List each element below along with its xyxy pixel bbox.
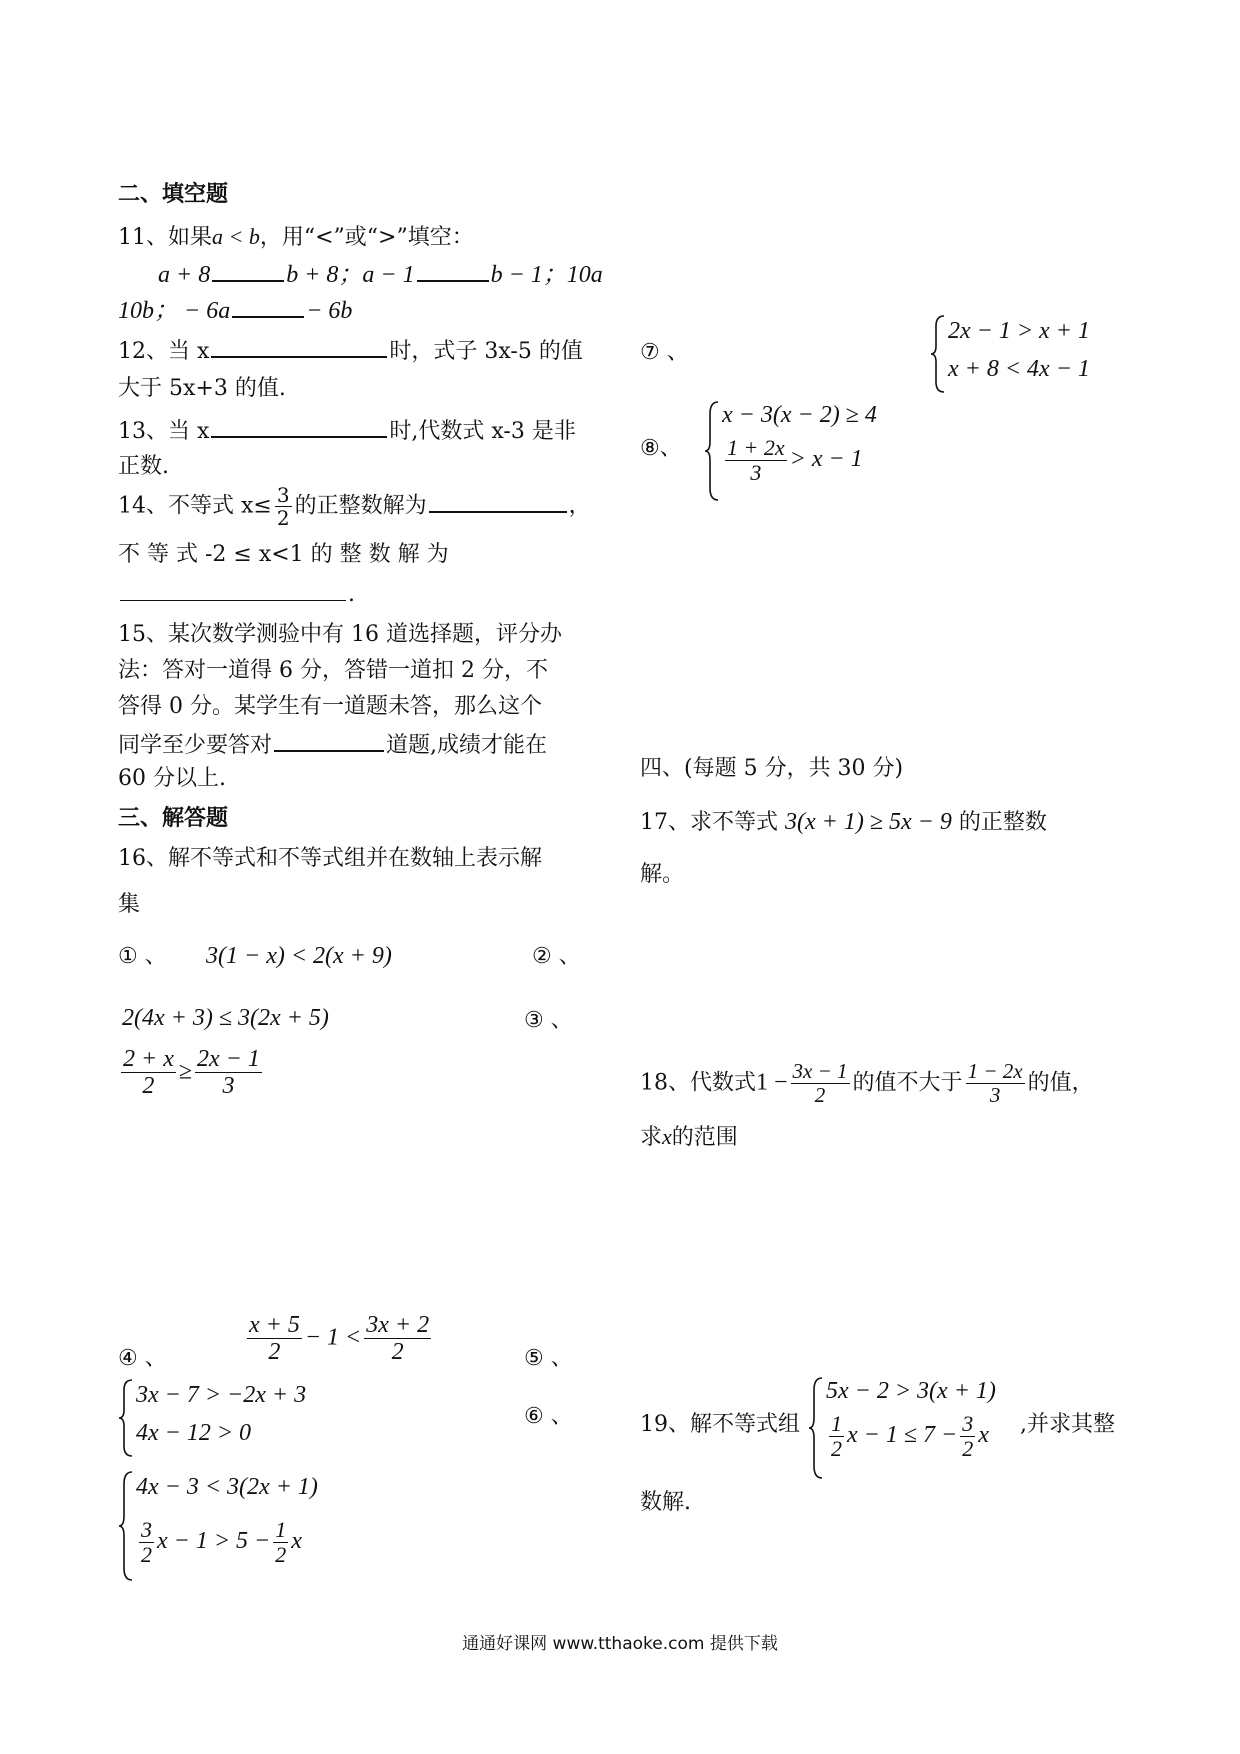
q19-line2: 数解. <box>640 1490 691 1515</box>
q16-item4-num2: 3x + 2 <box>366 1312 430 1338</box>
left-brace-icon <box>930 314 946 394</box>
q12-prefix: 12、当 x <box>118 339 210 364</box>
q14-line2: 不 等 式 -2 ≤ x<1 的 整 数 解 为 <box>118 542 449 567</box>
q16-item3-expr <box>118 1046 265 1100</box>
q16-item6-f1d: 2 <box>141 1542 152 1568</box>
q16-item2-expr: 2(4x + 3) ≤ 3(2x + 5) <box>122 1005 329 1031</box>
q16-item4-expr <box>244 1312 434 1366</box>
q18-text: 的值不大于 <box>852 1070 963 1096</box>
q16-item1-label: ① 、 <box>118 944 167 969</box>
q16-item8-frac <box>725 436 787 485</box>
q17-line2: 解。 <box>640 862 685 887</box>
q19-f2d: 2 <box>962 1436 974 1462</box>
q11-instruction: ，用“<”或“>”填空： <box>259 225 474 250</box>
q19-system <box>808 1376 1018 1480</box>
q16-item7-label: ⑦ 、 <box>640 340 689 365</box>
q19-f2n: 3 <box>962 1411 974 1436</box>
q18-text2: 的值， <box>1027 1070 1094 1096</box>
left-brace-icon <box>118 1378 134 1458</box>
q16-item6-system <box>118 1470 438 1582</box>
q11-blank-1[interactable] <box>212 260 284 282</box>
q18-line1 <box>640 1060 1094 1107</box>
q18-frac1 <box>791 1060 850 1107</box>
q15-line3: 答得 0 分。某学生有一道题未答，那么这个 <box>118 694 542 719</box>
q16-item8-num: 1 + 2x <box>727 435 785 460</box>
q13-line1 <box>118 416 576 445</box>
q11-expr-a8: a + 8 <box>158 262 211 288</box>
q11-expr-a1: a − 1 <box>362 262 415 288</box>
q14-frac-den: 2 <box>276 506 290 530</box>
q18-n2: 1 − 2x <box>967 1059 1023 1083</box>
q19-row1: 5x − 2 > 3(x + 1) <box>826 1378 996 1404</box>
q16-item1-expr: 3(1 − x) < 2(x + 9) <box>206 943 392 969</box>
q14-fraction <box>275 484 292 529</box>
q11-line2 <box>158 260 603 290</box>
q15-line1: 15、某次数学测验中有 16 道选择题，评分办 <box>118 622 562 647</box>
q16-line2: 集 <box>118 892 141 917</box>
q16-line1: 16、解不等式和不等式组并在数轴上表示解 <box>118 846 542 871</box>
q16-item4-mid: − 1 < <box>304 1324 362 1351</box>
q16-item2-label: ② 、 <box>532 944 581 969</box>
q16-item6-label: ⑥ 、 <box>524 1404 573 1429</box>
q16-item4-num1: x + 5 <box>249 1312 300 1338</box>
q19-row2-mid: x − 1 ≤ 7 − <box>847 1422 958 1449</box>
q18-line2 <box>640 1124 738 1151</box>
q17-line1 <box>640 808 1047 837</box>
q18-frac2 <box>966 1060 1025 1107</box>
q19-frac2 <box>960 1412 975 1461</box>
q16-item8-system <box>704 400 964 502</box>
q14-line3 <box>118 580 355 608</box>
q13-line2: 正数. <box>118 454 169 479</box>
q16-item6-f2d: 2 <box>275 1542 287 1568</box>
q11-line3 <box>118 296 352 326</box>
q16-item6-row2-mid: x − 1 > 5 − <box>157 1528 271 1555</box>
q14-period: . <box>348 582 355 607</box>
left-brace-icon <box>808 1376 824 1480</box>
footer: 通通好课网 www.tthaoke.com 提供下载 <box>462 1634 778 1654</box>
q14-blank-1[interactable] <box>429 491 567 513</box>
q11-expr-b8: b + 8； <box>286 262 363 288</box>
q16-item7-row1: 2x − 1 > x + 1 <box>948 318 1090 344</box>
q12-blank[interactable] <box>211 336 387 358</box>
q15-line4 <box>118 730 547 759</box>
q16-item8-row1: x − 3(x − 2) ≥ 4 <box>722 402 877 428</box>
q14-line1 <box>118 484 591 529</box>
q17-prefix: 17、求不等式 <box>640 810 778 835</box>
q19-f1d: 2 <box>831 1436 842 1462</box>
q18-x: x <box>662 1124 672 1149</box>
q16-item4-frac1 <box>247 1312 302 1366</box>
q19-frac1 <box>829 1412 844 1461</box>
q16-item3-label: ③ 、 <box>524 1008 573 1033</box>
q16-item5-system <box>118 1378 438 1458</box>
q16-item4-den2: 2 <box>391 1339 404 1366</box>
q16-item3-den1: 2 <box>142 1073 155 1100</box>
q19-f1n: 1 <box>831 1411 842 1436</box>
section-part4-heading: 四、(每题 5 分，共 30 分) <box>640 756 904 781</box>
q14-comma: ， <box>568 493 591 519</box>
q16-item7-row2: x + 8 < 4x − 1 <box>948 356 1090 382</box>
q14-prefix: 14、不等式 x≤ <box>118 493 272 519</box>
q16-item6-row2-x: x <box>291 1528 302 1555</box>
q16-item6-frac2 <box>273 1518 288 1567</box>
q11-prefix: 11、如果 <box>118 225 212 250</box>
q16-item6-f2n: 1 <box>275 1517 287 1542</box>
q16-item6-row1: 4x − 3 < 3(2x + 1) <box>136 1474 318 1500</box>
q16-item4-frac2 <box>364 1312 431 1366</box>
q15-blank[interactable] <box>274 730 384 752</box>
q16-item3-den2: 3 <box>222 1073 235 1100</box>
q16-item8-den: 3 <box>750 460 762 486</box>
q13-blank[interactable] <box>211 416 387 438</box>
q17-text: 的正整数 <box>958 810 1047 835</box>
q18-suffix: 的范围 <box>671 1125 738 1150</box>
q18-d2: 3 <box>989 1083 1001 1108</box>
q11-blank-2[interactable] <box>417 260 489 282</box>
q16-item4-den1: 2 <box>268 1339 281 1366</box>
q18-prefix2: 求 <box>640 1125 663 1150</box>
q14-text: 的正整数解为 <box>294 493 427 519</box>
q14-frac-num: 3 <box>276 483 290 507</box>
q18-n1: 3x − 1 <box>792 1059 848 1083</box>
q13-prefix: 13、当 x <box>118 419 210 444</box>
q19-text: ,并求其整 <box>1020 1412 1115 1437</box>
left-brace-icon <box>704 400 720 502</box>
q11-expr-6a: − 6a <box>184 298 231 324</box>
q11-expr-b1: b − 1；10a <box>490 262 603 288</box>
q16-item7-system <box>930 314 1150 394</box>
q16-item5-row2: 4x − 12 > 0 <box>136 1420 252 1446</box>
q15-text-a: 同学至少要答对 <box>118 733 273 758</box>
q12-text: 时，式子 3x-5 的值 <box>389 339 583 364</box>
q19-row2 <box>826 1412 989 1461</box>
q17-expr: 3(x + 1) ≥ 5x − 9 <box>785 809 952 835</box>
q18-prefix: 18、代数式 <box>640 1070 756 1096</box>
q18-one: 1 − <box>756 1069 788 1096</box>
q19-prefix: 19、解不等式组 <box>640 1412 800 1437</box>
q14-blank-2[interactable] <box>120 580 346 601</box>
q11-condition: a < b <box>212 224 260 249</box>
q16-item3-num1: 2 + x <box>123 1046 174 1072</box>
q12-line2: 大于 5x+3 的值. <box>118 376 286 401</box>
q11-expr-10b: 10b； <box>118 298 178 324</box>
q18-d1: 2 <box>814 1083 826 1108</box>
q16-item6-frac1 <box>139 1518 154 1567</box>
q16-item3-num2: 2x − 1 <box>197 1046 260 1072</box>
q15-text-b: 道题,成绩才能在 <box>386 733 548 758</box>
section-solve-heading: 三、解答题 <box>118 806 229 831</box>
q16-item8-row2 <box>722 436 863 485</box>
q16-item6-f1n: 3 <box>141 1517 152 1542</box>
q16-item5-label: ⑤ 、 <box>524 1346 573 1371</box>
q11-blank-3[interactable] <box>232 296 304 318</box>
q11-line1 <box>118 224 474 251</box>
q15-line2: 法：答对一道得 6 分，答错一道扣 2 分，不 <box>118 658 548 683</box>
section-fill-blank-heading: 二、填空题 <box>118 182 229 207</box>
q13-text: 时,代数式 x-3 是非 <box>389 419 576 444</box>
q16-item3-frac1 <box>121 1046 176 1100</box>
q16-item3-op: ≥ <box>178 1058 193 1085</box>
q16-item4-label: ④ 、 <box>118 1346 167 1371</box>
q16-item3-frac2 <box>195 1046 262 1100</box>
left-brace-icon <box>118 1470 134 1582</box>
q16-item8-label: ⑧、 <box>640 436 682 461</box>
q16-item6-row2 <box>136 1518 302 1567</box>
q11-expr-6b: − 6b <box>306 298 353 324</box>
q12-line1 <box>118 336 583 365</box>
q16-item5-row1: 3x − 7 > −2x + 3 <box>136 1382 307 1408</box>
q15-line5: 60 分以上. <box>118 766 226 791</box>
q16-item8-row2-rest: > x − 1 <box>789 446 863 473</box>
q19-row2-x: x <box>978 1422 989 1449</box>
